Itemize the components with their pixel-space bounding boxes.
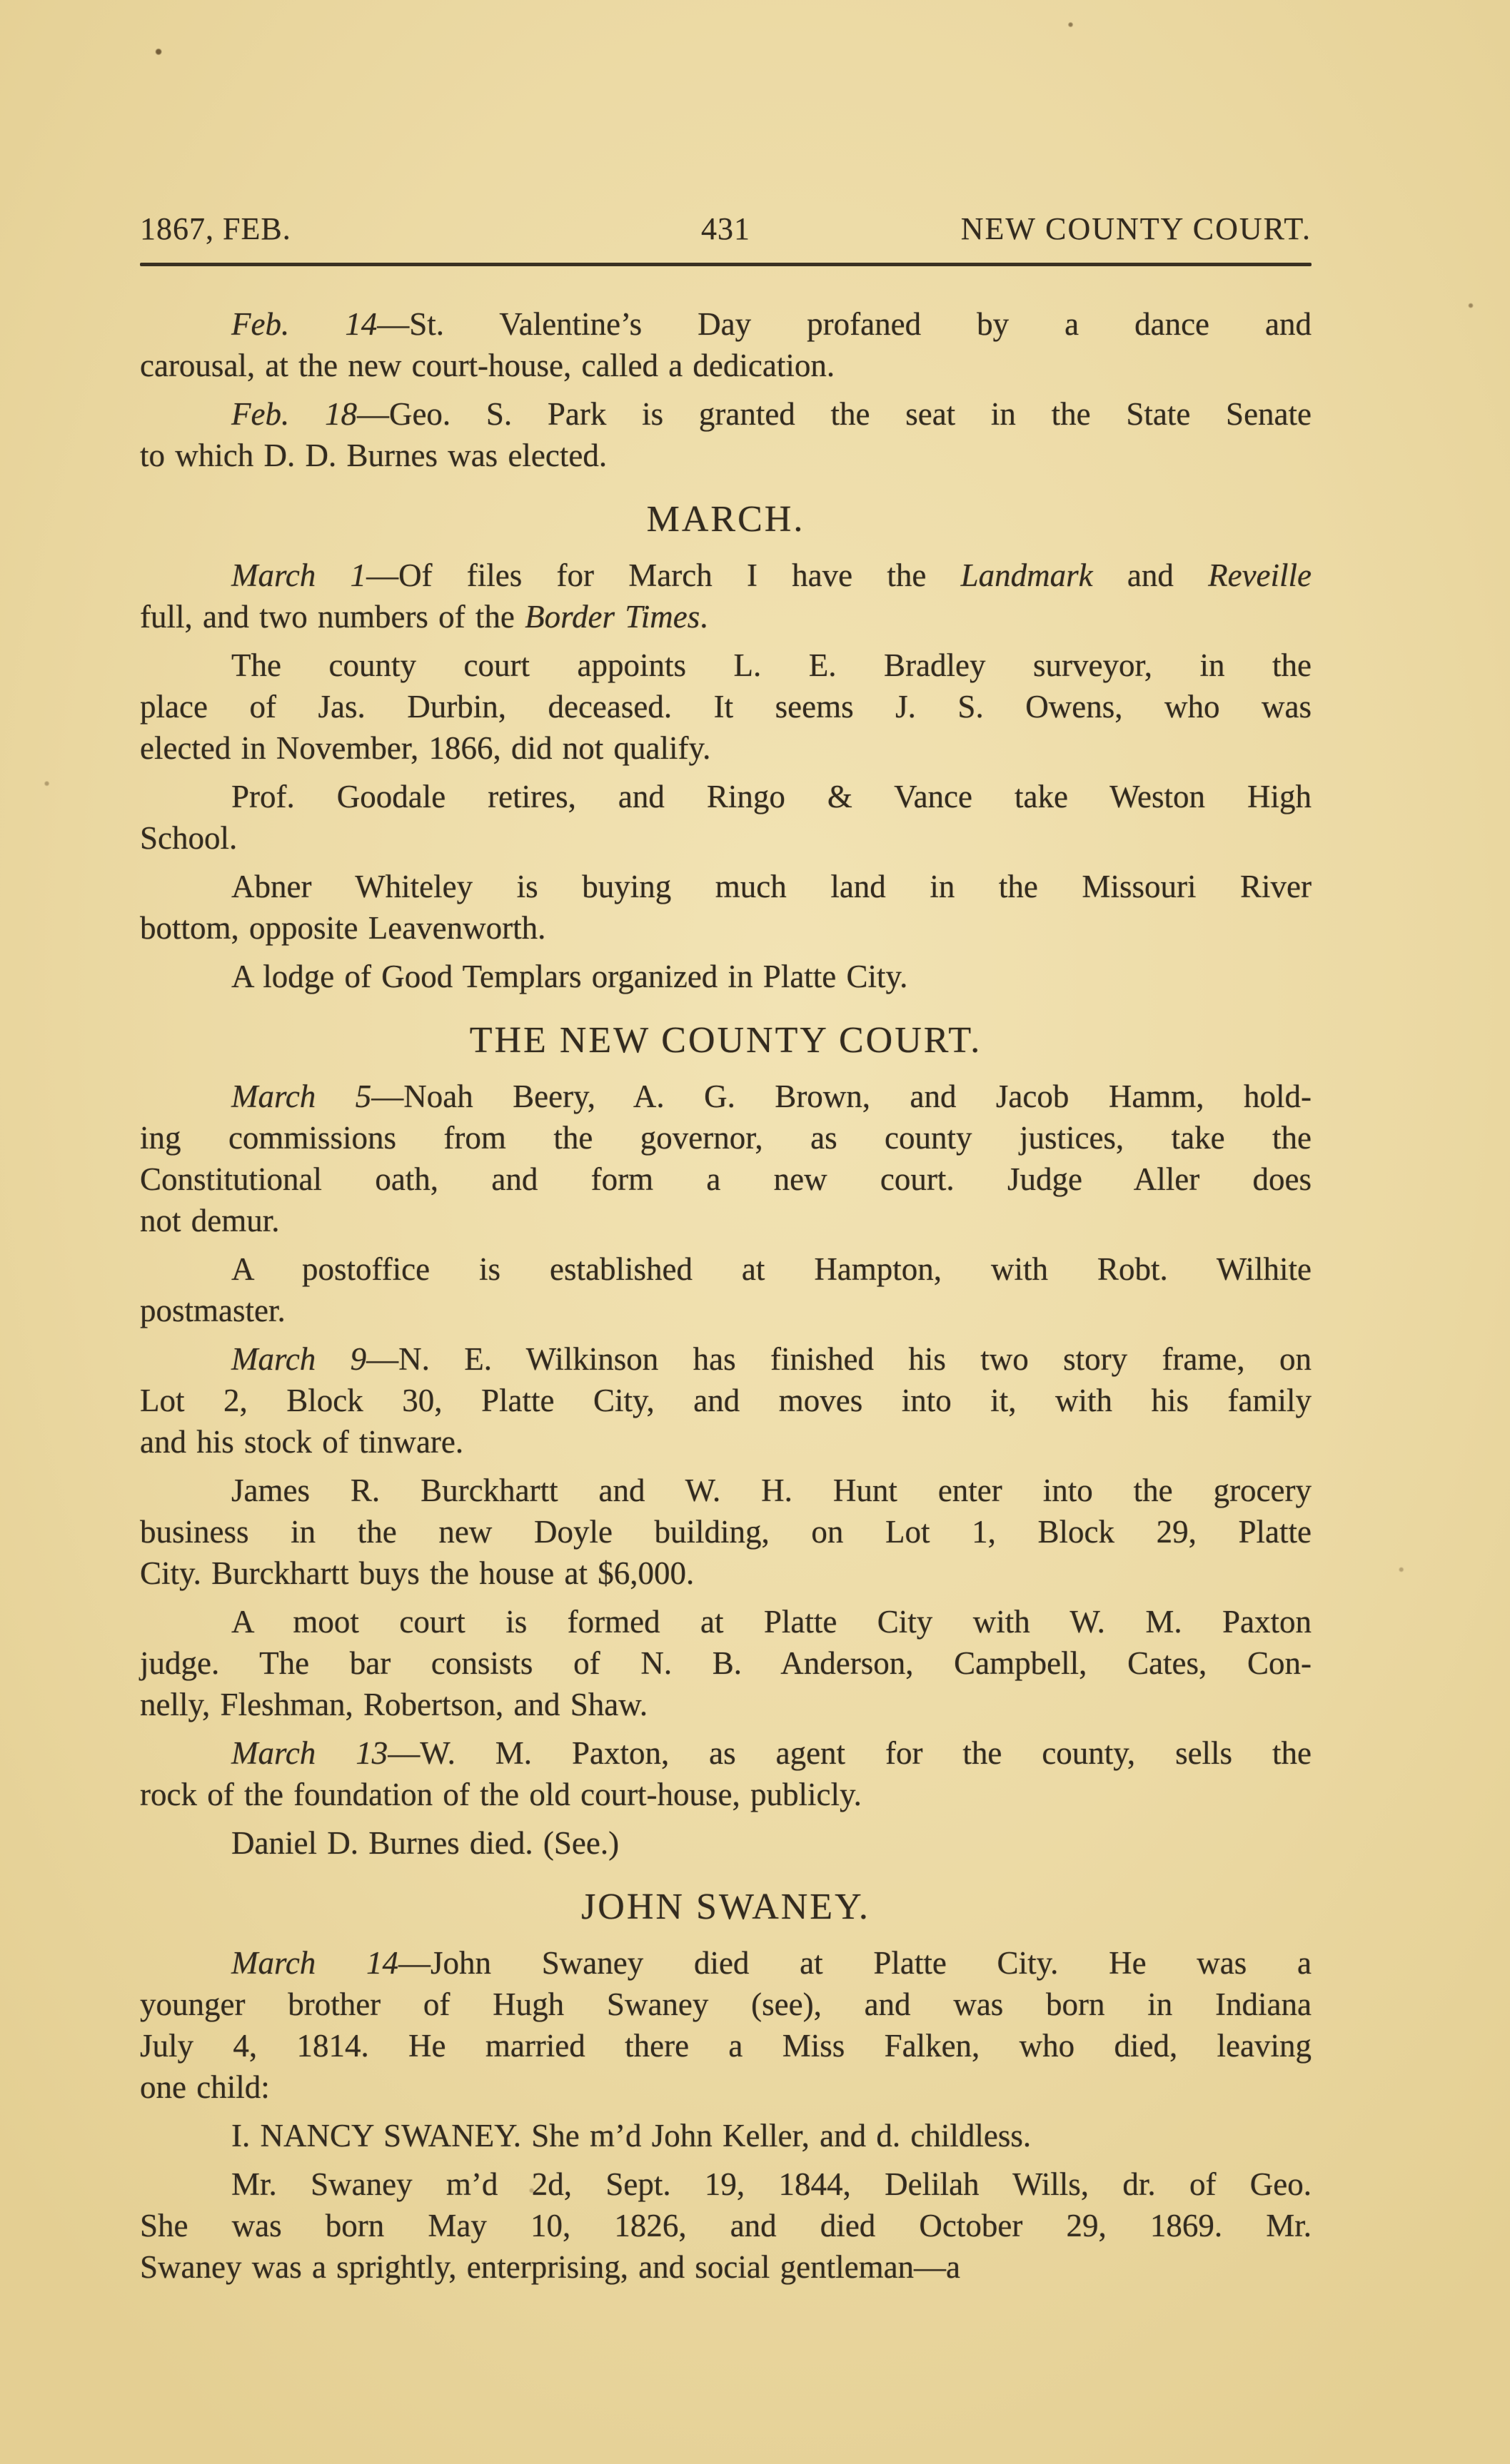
italic-text-run: March 13 [231,1735,388,1771]
italic-text-run: March 9 [231,1341,367,1377]
text-line [140,1642,1312,1684]
text-line [140,1684,1312,1725]
text-run: July 4, 1814. He married there a Miss Falken, who died, leaving [140,2028,1312,2064]
paragraph [140,1822,1312,1864]
page-number: 431 [701,211,750,246]
paragraph [140,1248,1312,1331]
text-line [140,1984,1312,2025]
text-run: —Noah Beery, A. G. Brown, and Jacob Hamm, hold- [371,1079,1312,1114]
text-run: Constitutional oath, and form a new court. Judge Aller does [140,1161,1312,1197]
text-line [140,1511,1312,1552]
text-line [140,776,1312,817]
paragraph [140,2163,1312,2288]
text-line [140,1338,1312,1380]
text-line [140,1200,1312,1241]
text-run: Abner Whiteley is buying much land in the Missouri River [231,869,1312,904]
text-run: bottom, opposite Leavenworth. [140,910,546,946]
text-run: to which D. D. Burnes was elected. [140,438,608,473]
italic-text-run: Reveille [1208,557,1312,593]
text-run: City. Burckhartt buys the house at $6,000. [140,1555,695,1591]
text-run: —Geo. S. Park is granted the seat in the State Senate [356,396,1312,432]
italic-text-run: March 1 [231,557,367,593]
text-line [140,817,1312,859]
text-run: A postoffice is established at Hampton, with Robt. Wilhite [231,1251,1312,1287]
text-line [140,555,1312,596]
paragraph [140,1470,1312,1594]
text-run: ing commissions from the governor, as county justices, take the [140,1120,1312,1156]
paragraph [140,645,1312,769]
text-run: —N. E. Wilkinson has finished his two story frame, on [366,1341,1312,1377]
italic-text-run: March 5 [231,1079,372,1114]
italic-text-run: Feb. 14 [231,306,378,342]
text-run: nelly, Fleshman, Robertson, and Shaw. [140,1687,648,1722]
paragraph [140,1732,1312,1815]
text-line [140,727,1312,769]
text-run: A lodge of Good Templars organized in Platte City. [231,959,908,994]
section-heading: THE NEW COUNTY COURT. [469,1020,982,1061]
text-line [140,1774,1312,1815]
text-line [140,1942,1312,1984]
paragraph [140,303,1312,386]
text-run: one child: [140,2069,270,2105]
text-run: place of Jas. Durbin, deceased. It seems J. S. Owens, who was [140,689,1312,724]
text-run: judge. The bar consists of N. B. Anderson, Campbell, Cates, Con- [140,1645,1312,1681]
text-line [140,1601,1312,1642]
text-line [140,686,1312,727]
text-run: business in the new Doyle building, on Lot 1, Block 29, Platte [140,1514,1312,1550]
header-date: 1867, FEB. [140,211,291,246]
text-run: carousal, at the new court-house, called a dedication. [140,348,835,383]
text-run: —Of files for March I have the [366,557,961,593]
text-line [140,303,1312,345]
text-line [140,907,1312,949]
paragraph [140,2115,1312,2156]
text-line [140,866,1312,907]
text-run: rock of the foundation of the old court-house, publicly. [140,1777,862,1812]
italic-text-run: Border Times [525,599,700,635]
text-run: and his stock of tinware. [140,1424,464,1460]
text-line [140,345,1312,386]
text-line [140,956,1312,997]
text-line [140,1248,1312,1290]
header-rule [140,263,1312,266]
text-line [140,1076,1312,1117]
text-run: and [1092,557,1209,593]
paragraph [140,1601,1312,1725]
text-run: James R. Burckhartt and W. H. Hunt enter into the grocery [231,1473,1312,1508]
text-line [140,2163,1312,2205]
text-run: Lot 2, Block 30, Platte City, and moves into it, with his family [140,1383,1312,1418]
text-run: postmaster. [140,1293,286,1328]
text-line [140,2246,1312,2288]
page-content [140,303,1312,2288]
text-run: younger brother of Hugh Swaney (see), and was born in Indiana [140,1986,1312,2022]
text-line [140,1290,1312,1331]
text-run: The county court appoints L. E. Bradley surveyor, in the [231,647,1312,683]
text-line [140,435,1312,476]
text-line [140,1380,1312,1421]
text-run: —W. M. Paxton, as agent for the county, sells the [388,1735,1312,1771]
text-run: I. NANCY SWANEY. She m’d John Keller, and d. childless. [231,2118,1032,2154]
text-run: . [700,599,708,635]
text-run: Daniel D. Burnes died. (See.) [231,1825,620,1861]
text-line [140,1421,1312,1463]
paragraph [140,866,1312,949]
italic-text-run: March 14 [231,1945,399,1981]
paragraph [140,393,1312,476]
text-run: elected in November, 1866, did not qualify. [140,730,711,766]
running-title: NEW COUNTY COURT. [960,211,1312,246]
text-run: —St. Valentine’s Day profaned by a dance and [377,306,1312,342]
text-run: A moot court is formed at Platte City with W. M. Paxton [231,1604,1312,1640]
text-line [140,1158,1312,1200]
paragraph [140,956,1312,997]
text-line [140,1732,1312,1774]
text-line [140,393,1312,435]
text-line [140,1470,1312,1511]
running-header [140,211,1312,247]
text-run: She was born May 10, 1826, and died October 29, 1869. Mr. [140,2208,1312,2243]
paragraph [140,776,1312,859]
text-line [140,2205,1312,2246]
text-run: Mr. Swaney m’d 2d, Sept. 19, 1844, Delilah Wills, dr. of Geo. [231,2166,1312,2202]
section-heading: MARCH. [646,499,805,540]
text-line [140,2066,1312,2108]
paragraph [140,1338,1312,1463]
text-run: School. [140,820,238,856]
italic-text-run: Landmark [960,557,1093,593]
text-run: —John Swaney died at Platte City. He was a [398,1945,1312,1981]
text-line [140,1552,1312,1594]
text-line [140,1822,1312,1864]
text-line [140,645,1312,686]
text-run: Swaney was a sprightly, enterprising, and social gentleman—a [140,2249,961,2285]
text-line [140,596,1312,637]
text-run: Prof. Goodale retires, and Ringo & Vance take Weston High [231,779,1312,814]
paragraph [140,555,1312,637]
text-line [140,2025,1312,2066]
paragraph [140,1942,1312,2108]
text-run: not demur. [140,1203,280,1238]
section-heading: JOHN SWANEY. [581,1887,870,1927]
text-line [140,1117,1312,1158]
text-run: full, and two numbers of the [140,599,525,635]
italic-text-run: Feb. 18 [231,396,357,432]
text-line [140,2115,1312,2156]
paragraph [140,1076,1312,1241]
